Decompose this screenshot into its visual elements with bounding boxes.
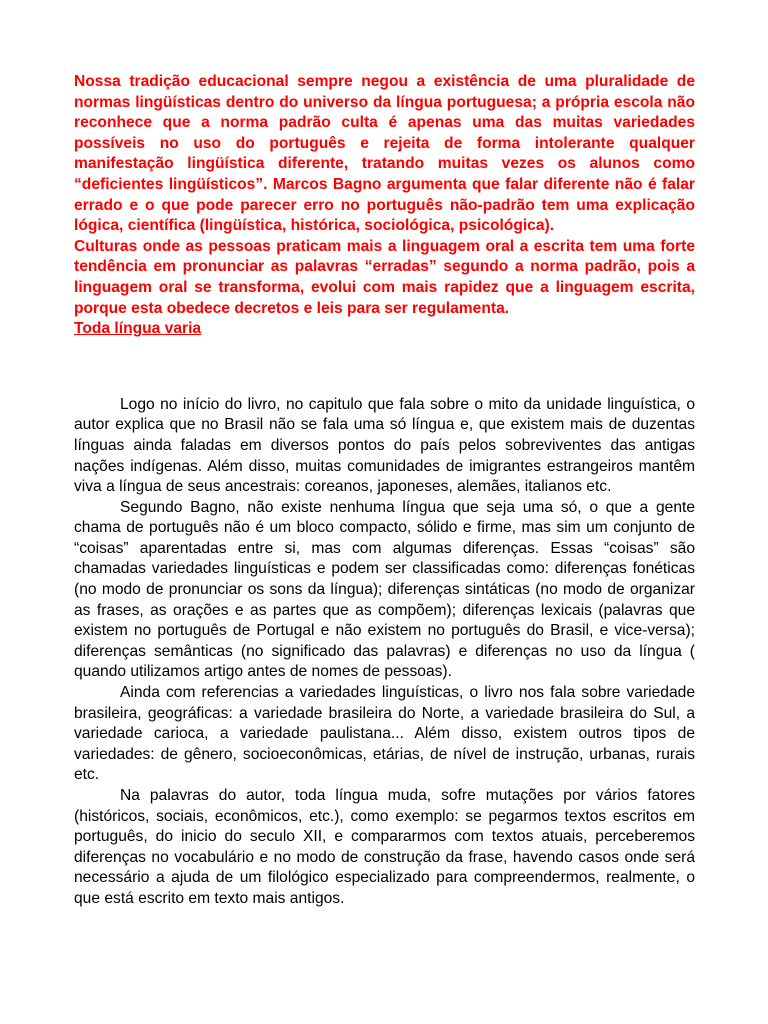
intro-paragraph-2: Culturas onde as pessoas praticam mais a linguagem oral a escrita tem uma forte tendência em pronunciar as palavras “erradas” segundo a norma padrão, pois a linguagem oral se transforma, evolui com mais rapidez que a linguagem escrita, porque esta obedece decretos e leis para ser regulamenta. <box>74 237 695 317</box>
body-paragraph-2: Segundo Bagno, não existe nenhuma língua que seja uma só, o que a gente chama de português não é um bloco compacto, sólido e firme, mas sim um conjunto de “coisas” aparentadas entre si, mas com algumas diferenças. Essas “coisas” são chamadas variedades linguísticas e podem ser classificadas como: diferenças fonéticas (no modo de pronunciar os sons da língua); diferenças sintáticas (no modo de organizar as frases, as orações e as partes que as compõem); diferenças lexicais (palavras que existem no português de Portugal e não existem no português do Brasil, e vice-versa); diferenças semânticas (no significado das palavras) e diferenças no uso da língua ( quando utilizamos artigo antes de nomes de pessoas). <box>74 498 695 681</box>
body-paragraph-3: Ainda com referencias a variedades linguísticas, o livro nos fala sobre variedade brasileira, geográficas: a variedade brasileira do Norte, a variedade brasileira do Sul, a variedade carioca, a variedade paulistana... Além disso, existem outros tipos de variedades: de gênero, socioeconômicas, etárias, de nível de instrução, urbanas, rurais etc. <box>74 684 695 784</box>
body-paragraph-4: Na palavras do autor, toda língua muda, sofre mutações por vários fatores (históricos, sociais, econômicos, etc.), como exemplo: se pegarmos textos escritos em português, do inicio do seculo XII, e compararmos com textos atuais, perceberemos diferenças no vocabulário e no modo de construção da frase, havendo casos onde será necessário a ajuda de um filológico especializado para compreendermos, realmente, o que está escrito em texto mais antigos. <box>74 787 695 907</box>
intro-paragraph-1: Nossa tradição educacional sempre negou a existência de uma pluralidade de normas lingüísticas dentro do universo da língua portuguesa; a própria escola não reconhece que a norma padrão culta é apenas uma das muitas variedades possíveis no uso do português e rejeita de forma intolerante qualquer manifestação lingüística diferente, tratando muitas vezes os alunos como “deficientes lingüísticos”. Marcos Bagno argumenta que falar diferente não é falar errado e o que pode parecer erro no português não-padrão tem uma explicação lógica, científica (lingüística, histórica, sociológica, psicológica). <box>74 73 695 235</box>
blank-space <box>74 340 695 395</box>
document-page <box>74 72 695 910</box>
body-paragraph-1: Logo no início do livro, no capitulo que fala sobre o mito da unidade linguística, o autor explica que no Brasil não se fala uma só língua e, que existem mais de duzentas línguas ainda faladas em diversos pontos do país pelos sobreviventes das antigas nações indígenas. Além disso, muitas comunidades de imigrantes estrangeiros mantêm viva a língua de seus ancestrais: coreanos, japoneses, alemães, italianos etc. <box>74 395 695 496</box>
section-title: Toda língua varia <box>74 320 202 338</box>
